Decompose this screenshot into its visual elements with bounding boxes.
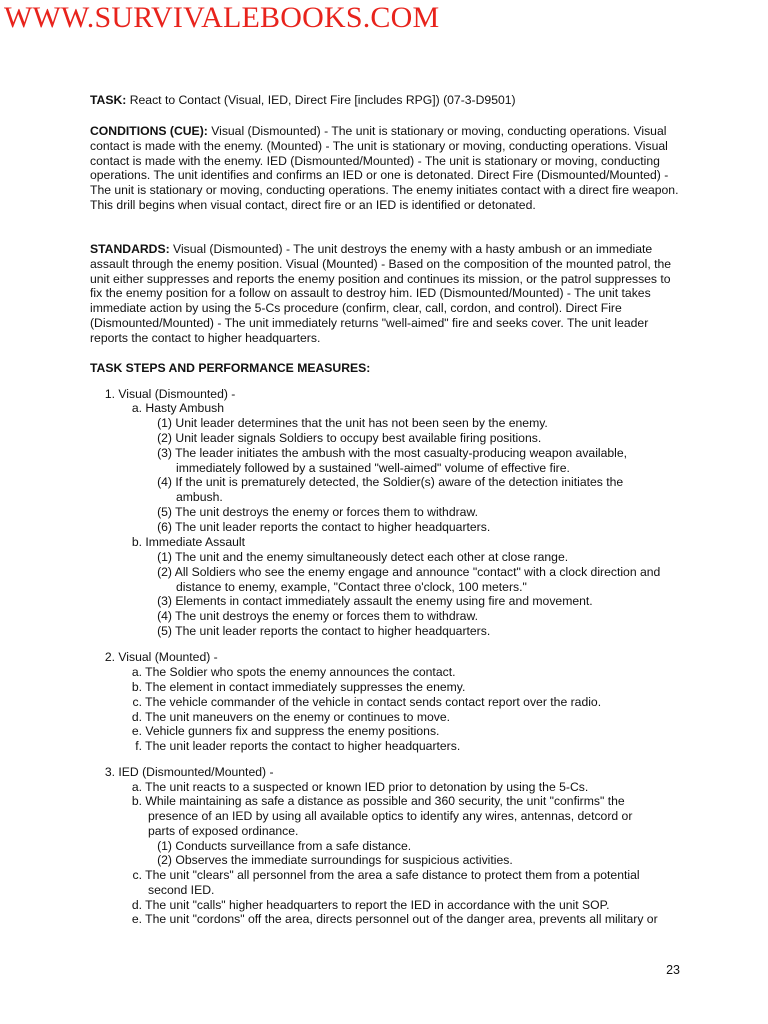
step-3d: [130, 898, 610, 913]
step-3a: [130, 780, 588, 795]
step-3b-2-number: (2): [157, 853, 172, 867]
step-1b-letter: b.: [131, 535, 142, 549]
standards-text: Visual (Dismounted) - The unit destroys the enemy with a hasty ambush or an immediate assault through the enemy position. Visual (Mounted) - Based on the composition of the mounted patrol, the unit either suppresses and reports the enemy position and continues its mission, or the patrol suppresses to fix the enemy position for a follow on assault to destroy him. IED (Dismounted/Mounted) - The unit takes immediate action by using the 5-Cs procedure (confirm, clear, call, cordon, and control). Direct Fire (Dismounted/Mounted) - The unit immediately returns "well-aimed" fire and seeks cover. The unit leader reports the contact to higher headquarters.: [90, 242, 672, 345]
step-3b: [130, 794, 625, 809]
step-2d: [130, 710, 450, 725]
step-3: [103, 765, 274, 780]
task-line: [90, 93, 684, 108]
step-1b-4: [152, 609, 478, 624]
step-1b-5: [152, 624, 490, 639]
step-1a-4-number: (4): [157, 475, 172, 489]
step-1a-3-text: The leader initiates the ambush with the most casualty-producing weapon available,: [175, 446, 628, 460]
conditions-text-2: This drill begins when visual contact, direct fire or an IED is identified or detonated.: [90, 197, 536, 212]
step-1b-4-number: (4): [157, 609, 172, 623]
step-1b-text: Immediate Assault: [145, 535, 245, 549]
step-3b-2: [152, 853, 513, 868]
steps-heading: TASK STEPS AND PERFORMANCE MEASURES:: [90, 361, 371, 375]
step-2-number: 2.: [104, 650, 115, 664]
step-1a-5-text: The unit destroys the enemy or forces them to withdraw.: [175, 505, 478, 519]
step-1b-2-cont: distance to enemy, example, "Contact three o'clock, 100 meters.": [176, 580, 527, 594]
step-1b-5-number: (5): [157, 624, 172, 638]
step-2b-letter: b.: [131, 680, 142, 694]
step-2a-text: The Soldier who spots the enemy announces the contact.: [145, 665, 456, 679]
step-1a-6: [152, 520, 490, 535]
step-1b-3-number: (3): [157, 594, 172, 608]
step-3b-2-text: Observes the immediate surroundings for suspicious activities.: [175, 853, 513, 867]
step-1b-3-text: Elements in contact immediately assault the enemy using fire and movement.: [175, 594, 593, 608]
step-1a-6-text: The unit leader reports the contact to higher headquarters.: [175, 520, 491, 534]
step-1b-2: [152, 565, 660, 580]
step-1a-3-cont: immediately followed by a sustained "well-aimed" volume of effective fire.: [176, 461, 570, 475]
step-3e: [130, 912, 658, 927]
step-1b-1-text: The unit and the enemy simultaneously detect each other at close range.: [175, 550, 569, 564]
step-2b-text: The element in contact immediately suppresses the enemy.: [145, 680, 466, 694]
step-2f: [130, 739, 460, 754]
step-2e-text: Vehicle gunners fix and suppress the enemy positions.: [145, 724, 440, 738]
step-1a-1-number: (1): [157, 416, 172, 430]
step-2a: [130, 665, 455, 680]
step-1a-3-number: (3): [157, 446, 172, 460]
step-1a-1: [152, 416, 548, 431]
step-3c-cont: second IED.: [148, 883, 215, 897]
step-2e: [130, 724, 439, 739]
step-2b: [130, 680, 465, 695]
step-1b-2-number: (2): [157, 565, 172, 579]
step-1a: [130, 401, 224, 416]
step-3c-letter: c.: [132, 868, 142, 882]
step-3b-1-text: Conducts surveillance from a safe distance.: [175, 839, 412, 853]
step-3b-letter: b.: [131, 794, 142, 808]
step-3b-cont-2: parts of exposed ordinance.: [148, 824, 299, 838]
step-1b: [130, 535, 245, 550]
step-2f-text: The unit leader reports the contact to higher headquarters.: [145, 739, 461, 753]
step-1a-letter: a.: [131, 401, 142, 415]
step-1b-2-text: All Soldiers who see the enemy engage and announce "contact" with a clock direction and: [174, 565, 661, 579]
step-1a-2-number: (2): [157, 431, 172, 445]
step-1a-1-text: Unit leader determines that the unit has not been seen by the enemy.: [175, 416, 548, 430]
step-3b-1: [152, 839, 411, 854]
step-3b-text: While maintaining as safe a distance as possible and 360 security, the unit "confirms" the: [145, 794, 625, 808]
step-1b-5-text: The unit leader reports the contact to higher headquarters.: [175, 624, 491, 638]
step-3d-letter: d.: [131, 898, 142, 912]
page-number: 23: [666, 963, 680, 977]
step-3b-cont-1: presence of an IED by using all available optics to identify any wires, antennas, detcord or: [148, 809, 633, 823]
step-1a-3: [152, 446, 627, 461]
step-1b-4-text: The unit destroys the enemy or forces them to withdraw.: [175, 609, 478, 623]
step-2: [103, 650, 218, 665]
step-1a-text: Hasty Ambush: [145, 401, 224, 415]
step-2d-text: The unit maneuvers on the enemy or continues to move.: [145, 710, 451, 724]
step-1a-4-text: If the unit is prematurely detected, the Soldier(s) aware of the detection initiates the: [175, 475, 624, 489]
step-3-text: IED (Dismounted/Mounted) -: [118, 765, 274, 779]
step-1b-1-number: (1): [157, 550, 172, 564]
step-2e-letter: e.: [131, 724, 142, 738]
step-1a-5: [152, 505, 478, 520]
step-1a-4-cont: ambush.: [176, 490, 223, 504]
step-1b-1: [152, 550, 568, 565]
step-3d-text: The unit "calls" higher headquarters to report the IED in accordance with the unit SOP.: [145, 898, 610, 912]
step-2c-letter: c.: [132, 695, 142, 709]
standards-label: STANDARDS:: [90, 242, 170, 256]
step-1b-3: [152, 594, 593, 609]
step-1a-4: [152, 475, 623, 490]
task-text: React to Contact (Visual, IED, Direct Fire [includes RPG]) (07-3-D9501): [126, 93, 516, 107]
step-1-text: Visual (Dismounted) -: [118, 387, 236, 401]
conditions-text: Visual (Dismounted) - The unit is stationary or moving, conducting operations. Visual contact is made with the enemy. (Mounted) - The unit is stationary or moving, conducting operations. Visual contact is made with the enemy. IED (Dismounted/Mounted) - The unit is stationary or moving, conducting operations. The unit identifies and confirms an IED or one is detonated. Direct Fire (Dismounted/Mounted) - The unit is stationary or moving, conducting operations. The enemy initiates contact with a direct fire weapon.: [90, 124, 679, 198]
conditions-label: CONDITIONS (CUE):: [90, 124, 208, 138]
conditions-paragraph: [90, 124, 684, 213]
step-3a-text: The unit reacts to a suspected or known IED prior to detonation by using the 5-Cs.: [145, 780, 589, 794]
step-3c-text: The unit "clears" all personnel from the area a safe distance to protect them from a potential: [145, 868, 640, 882]
step-1a-5-number: (5): [157, 505, 172, 519]
step-2-text: Visual (Mounted) -: [118, 650, 218, 664]
step-3-number: 3.: [104, 765, 115, 779]
task-label: TASK:: [90, 93, 127, 107]
step-3c: [130, 868, 640, 883]
step-1a-2: [152, 431, 541, 446]
standards-paragraph: [90, 242, 684, 346]
step-1-number: 1.: [104, 387, 115, 401]
step-3b-1-number: (1): [157, 839, 172, 853]
step-3e-text: The unit "cordons" off the area, directs personnel out of the danger area, prevents all military or: [145, 912, 658, 926]
step-2c: [130, 695, 601, 710]
step-1a-2-text: Unit leader signals Soldiers to occupy best available firing positions.: [175, 431, 542, 445]
step-3a-letter: a.: [131, 780, 142, 794]
step-2a-letter: a.: [131, 665, 142, 679]
step-2d-letter: d.: [131, 710, 142, 724]
watermark-url: WWW.SURVIVALEBOOKS.COM: [4, 1, 440, 34]
step-1a-6-number: (6): [157, 520, 172, 534]
step-1: [103, 387, 235, 402]
step-2f-letter: f.: [135, 739, 142, 753]
step-3e-letter: e.: [131, 912, 142, 926]
step-2c-text: The vehicle commander of the vehicle in contact sends contact report over the radio.: [145, 695, 602, 709]
